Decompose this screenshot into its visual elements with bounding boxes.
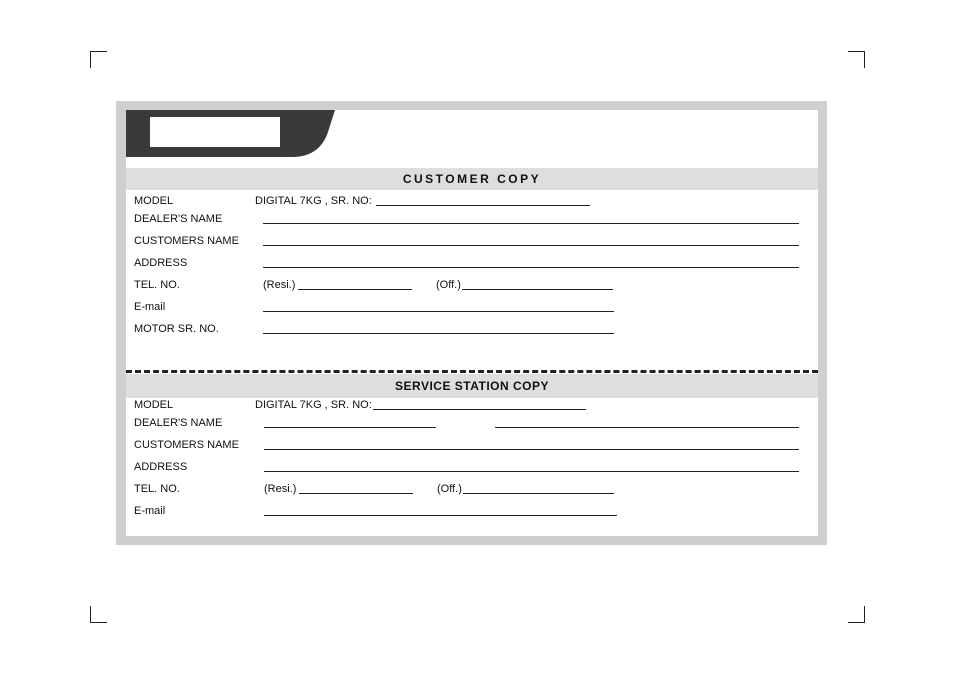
customer-off-label: (Off.) bbox=[436, 279, 461, 291]
customer-tel-label: TEL. NO. bbox=[134, 279, 180, 291]
customer-email-line[interactable] bbox=[263, 311, 614, 312]
customer-dealer-line[interactable] bbox=[263, 223, 799, 224]
customer-dealer-label: DEALER'S NAME bbox=[134, 213, 223, 225]
customer-model-label: MODEL bbox=[134, 195, 174, 207]
header-blank-box bbox=[150, 117, 280, 147]
service-resi-line[interactable] bbox=[299, 493, 413, 494]
crop-mark-top-left bbox=[90, 51, 107, 68]
customer-off-line[interactable] bbox=[462, 289, 613, 290]
service-model-value: DIGITAL 7KG , SR. NO: bbox=[255, 399, 372, 411]
customer-model-value: DIGITAL 7KG , SR. NO: bbox=[255, 195, 372, 207]
service-address-line[interactable] bbox=[264, 471, 799, 472]
customer-email-label: E-mail bbox=[134, 301, 166, 313]
crop-mark-top-right bbox=[848, 51, 865, 68]
customer-name-line[interactable] bbox=[263, 245, 799, 246]
service-email-label: E-mail bbox=[134, 505, 166, 517]
service-tel-label: TEL. NO. bbox=[134, 483, 180, 495]
warranty-card bbox=[116, 101, 827, 545]
warranty-card-body bbox=[126, 110, 818, 536]
service-dealer-line-1[interactable] bbox=[264, 427, 436, 428]
service-off-line[interactable] bbox=[463, 493, 614, 494]
service-address-label: ADDRESS bbox=[134, 461, 188, 473]
service-customer-line[interactable] bbox=[264, 449, 799, 450]
service-serial-line[interactable] bbox=[373, 409, 586, 410]
service-dealer-line-2[interactable] bbox=[495, 427, 799, 428]
cut-line bbox=[126, 370, 818, 373]
customer-name-label: CUSTOMERS NAME bbox=[134, 235, 239, 247]
customer-address-label: ADDRESS bbox=[134, 257, 188, 269]
service-off-label: (Off.) bbox=[437, 483, 462, 495]
customer-resi-line[interactable] bbox=[298, 289, 412, 290]
customer-address-line[interactable] bbox=[263, 267, 799, 268]
service-copy-title: SERVICE STATION COPY bbox=[126, 374, 818, 398]
crop-mark-bottom-right bbox=[848, 606, 865, 623]
service-email-line[interactable] bbox=[264, 515, 617, 516]
service-model-label: MODEL bbox=[134, 399, 174, 411]
customer-motor-line[interactable] bbox=[263, 333, 614, 334]
customer-serial-line[interactable] bbox=[376, 205, 590, 206]
service-dealer-label: DEALER'S NAME bbox=[134, 417, 223, 429]
customer-resi-label: (Resi.) bbox=[263, 279, 296, 291]
customer-copy-title: CUSTOMER COPY bbox=[126, 168, 818, 190]
service-customer-label: CUSTOMERS NAME bbox=[134, 439, 239, 451]
crop-mark-bottom-left bbox=[90, 606, 107, 623]
customer-motor-label: MOTOR SR. NO. bbox=[134, 323, 219, 335]
service-resi-label: (Resi.) bbox=[264, 483, 297, 495]
